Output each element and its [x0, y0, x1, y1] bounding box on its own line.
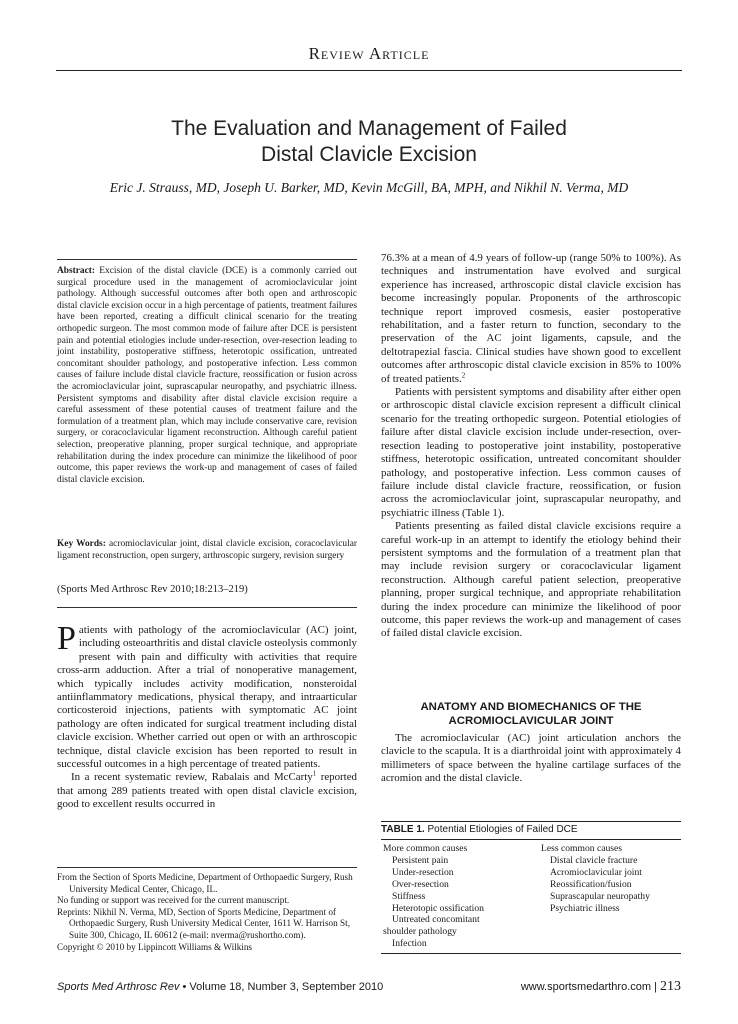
table-cell: Over-resection	[392, 878, 449, 890]
footer-page	[521, 979, 681, 995]
table-cell: Reossification/fusion	[550, 878, 632, 890]
funding-note: No funding or support was received for the current manuscript.	[57, 895, 290, 906]
table-cell: Distal clavicle fracture	[550, 854, 638, 866]
title-line-1: The Evaluation and Management of Failed	[171, 117, 567, 140]
reference-link[interactable]: 2	[461, 371, 466, 380]
table-cell: Stiffness	[392, 890, 426, 902]
journal-name: Sports Med Arthrosc Rev	[57, 981, 180, 993]
workup-paragraph: Patients presenting as failed distal clavicle excisions require a careful work-up in an attempt to identify the etiology behind their persistent symptoms and the formulation of a treatment plan that may include revision surgery or coracoclavicular ligament reconstruction. Although careful patient selection, preoperative planning, proper surgical technique, and appropriate rehabilitation during the index procedure can minimize the likelihood of poor outcome, this paper reviews the work-up and management of cases of failed distal clavicle excision.	[381, 520, 681, 640]
keywords-label: Key Words:	[57, 539, 106, 549]
table-column-header: Less common causes	[541, 843, 622, 854]
citation: (Sports Med Arthrosc Rev 2010;18:213–219)	[57, 584, 248, 595]
review-text-end: reported that among 289 patients treated with open distal clavicle excision, good to excellent results occurred in	[57, 771, 357, 811]
table-label: TABLE 1.	[381, 824, 425, 835]
article-title	[0, 116, 738, 168]
drop-cap: P	[57, 620, 76, 657]
anatomy-paragraph	[381, 732, 681, 786]
journal-website[interactable]: www.sportsmedarthro.com |	[520, 981, 660, 993]
outcomes-text: 76.3% at a mean of 4.9 years of follow-up (range 50% to 100%). As techniques and instrumentation have evolved and surgical experience has increased, arthroscopic distal clavicle excision has become increasingly popular. Proponents of the arthroscopic technique report improved cosmesis, easier postoperative rehabilitation, and a faster return to function, secondary to the preservation of the AC joint ligaments, capsule, and the deltotrapezial fascia. Clinical studies have shown good to excellent outcomes after arthroscopic distal clavicle excision in 85% to 100% of treated patients.	[381, 252, 681, 385]
outcomes-paragraph	[381, 252, 681, 386]
review-text-start: In a recent systematic review, Rabalais and McCarty	[71, 771, 313, 784]
table-column-header: More common causes	[383, 843, 468, 854]
header-divider	[56, 70, 682, 71]
issue-info: • Volume 18, Number 3, September 2010	[179, 981, 384, 993]
abstract-divider-top	[57, 259, 357, 260]
abstract	[57, 266, 357, 486]
abstract-label: Abstract:	[57, 266, 96, 276]
footer-journal	[57, 981, 383, 993]
abstract-text: Excision of the distal clavicle (DCE) is a commonly carried out surgical procedure used in the management of acromioclavicular joint pathology. Although successful outcomes after both open and arthroscopic distal clavicle excision occur in a high percentage of patients, treatment failures have been reported, creating a difficult clinical scenario for the treating orthopedic surgeon. The most common mode of failure after DCE is persistent pain and potential etiologies include under-resection, over-resection leading to joint instability, postoperative stiffness, heterotopic ossification, untreated concomitant shoulder pathology, and postoperative infection. Less common causes of failure include distal clavicle fracture, reossification or fusion across the acromioclavicular joint, suprascapular neuropathy, and psychiatric illness. Persistent symptoms and disability after distal clavicle excision require a careful assessment of these potential causes of treatment failure and the formulation of a treatment plan, which may include conservative care, revision surgery, or coracoclavicular ligament reconstruction. Although careful patient selection, preoperative planning, proper surgical technique, and appropriate rehabilitation during the index procedure can minimize the likelihood of poor outcome, this paper reviews the work-up and management of cases of failed distal clavicle excision.	[57, 266, 358, 485]
table-cell-continued: shoulder pathology	[383, 926, 457, 938]
copyright-note: Copyright © 2010 by Lippincott Williams & Wilkins	[57, 941, 253, 952]
keywords-text: acromioclavicular joint, distal clavicle excision, coracoclavicular ligament reconstruction, open surgery, arthroscopic surgery, revision surgery	[57, 539, 357, 562]
body-column-right	[381, 252, 681, 641]
table-cell: Heterotopic ossification	[392, 902, 484, 914]
table-divider-top	[381, 821, 681, 822]
table-divider-bottom	[381, 953, 681, 954]
intro-text: atients with pathology of the acromioclavicular (AC) joint, including osteoarthritis and distal clavicle osteolysis commonly present with pain and difficulty with activities that require cross-arm adduction. After a trial of nonoperative management, which typically includes activity modification, nonsteroidal antiinflammatory medications, physical therapy, and intraarticular corticosteroid injections, patients with symptomatic AC joint pathology are often indicated for surgical treatment including distal clavicle excision. Whether carried out open or with an arthroscopic technique, distal clavicle excision has been reported to result in successful outcomes in a high percentage of treated patients.	[57, 624, 357, 771]
table-column-common	[383, 843, 533, 950]
reference-link[interactable]: 1	[312, 769, 317, 778]
anatomy-text: The acromioclavicular (AC) joint articulation anchors the clavicle to the scapula. It is a diarthroidal joint with approximately 4 millimeters of space between the hyaline cartilage surfaces of the acromion and the distal clavicle.	[381, 732, 681, 785]
table-cell: Suprascapular neuropathy	[550, 890, 650, 902]
section-heading-line-1: ANATOMY AND BIOMECHANICS OF THE	[420, 701, 642, 713]
author-list: Eric J. Strauss, MD, Joseph U. Barker, MD, Kevin McGill, BA, MPH, and Nikhil N. Verma, MD	[109, 180, 629, 195]
intro-paragraph	[57, 620, 357, 771]
table-cell: Psychiatric illness	[550, 902, 620, 914]
abstract-divider-bottom	[57, 607, 357, 608]
table-column-less-common	[541, 843, 681, 914]
table-caption	[381, 824, 681, 835]
body-column-left	[57, 620, 357, 812]
table-cell: Under-resection	[392, 866, 454, 878]
table-cell: Infection	[392, 938, 427, 950]
table-divider-mid	[381, 839, 681, 840]
table-cell: Untreated concomitant	[392, 914, 480, 926]
review-paragraph	[57, 771, 357, 811]
table-caption-text: Potential Etiologies of Failed DCE	[427, 824, 578, 835]
affiliation-note: From the Section of Sports Medicine, Department of Orthopaedic Surgery, Rush University Medical Center, Chicago, IL.	[57, 872, 353, 894]
table-cell: Persistent pain	[392, 854, 449, 866]
footnote-divider	[57, 867, 357, 868]
table-cell: Acromioclavicular joint	[550, 866, 642, 878]
reprints-note: Reprints: Nikhil N. Verma, MD, Section of Sports Medicine, Department of Orthopaedic Surgery, Rush University Medical Center, 1611 W. Harrison St, Suite 300, Chicago, IL 60612 (e-mail: nverma@rushortho.com).	[57, 906, 350, 940]
etiologies-paragraph: Patients with persistent symptoms and disability after either open or arthroscopic distal clavicle excision represent a difficult clinical scenario for the treating orthopedic surgeon. Potential etiologies of failure after distal clavicle excision include under-resection, over-resection leading to postoperative joint instability, postoperative stiffness, heterotopic ossification, untreated concomitant shoulder pathology, and postoperative infection. Less common causes of failure include distal clavicle fracture, reossification, or fusion across the acromioclavicular joint, suprascapular neuropathy, and psychiatric illness (Table 1).	[381, 386, 681, 519]
section-label: Review Article	[308, 44, 430, 63]
keywords	[57, 538, 357, 562]
section-heading-line-2: ACROMIOCLAVICULAR JOINT	[448, 715, 614, 727]
page-number: 213	[660, 979, 681, 994]
title-line-2: Distal Clavicle Excision	[261, 143, 477, 166]
footnotes	[57, 872, 357, 953]
section-heading	[381, 700, 681, 728]
